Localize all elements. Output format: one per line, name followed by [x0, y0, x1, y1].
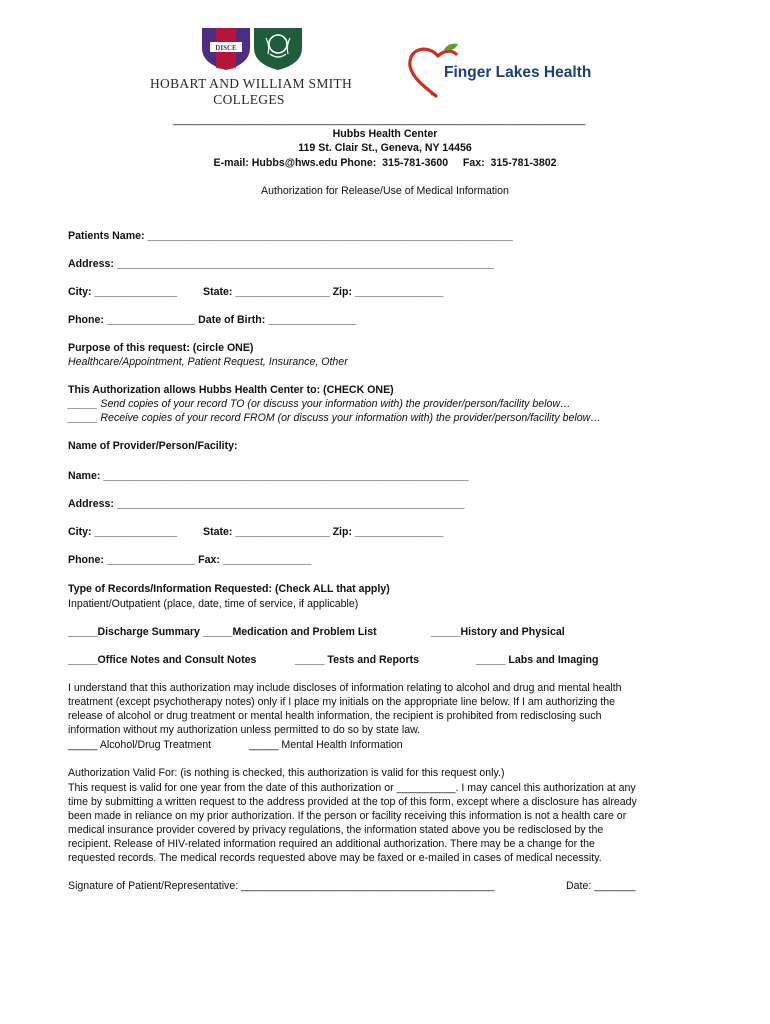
office-notes-option[interactable]: _____Office Notes and Consult Notes	[68, 654, 257, 666]
patient-address-field[interactable]: Address: ________________________________________________________________	[68, 258, 494, 270]
patient-city-field[interactable]: City: ______________	[68, 286, 177, 298]
tests-reports-option[interactable]: _____ Tests and Reports	[295, 654, 420, 666]
authorization-label: This Authorization allows Hubbs Health Center to: (CHECK ONE)	[68, 384, 394, 396]
labs-imaging-option[interactable]: _____ Labs and Imaging	[476, 654, 599, 666]
center-name: Hubbs Health Center	[332, 128, 438, 140]
header-rule: ______________________________________________________________________	[173, 114, 586, 126]
disclosure-line-2: treatment (except psychotherapy notes) only if I place my initials on the appropriate line below. If I am authorizing the	[68, 696, 616, 708]
validity-line-6: recipient. Release of HIV-related information required an additional authorization. There may be a change for the	[68, 838, 595, 850]
provider-address-field[interactable]: Address: ___________________________________________________________	[68, 498, 465, 510]
provider-heading: Name of Provider/Person/Facility:	[68, 440, 238, 452]
provider-phone-fax-field[interactable]: Phone: _______________ Fax: _______________	[68, 554, 312, 566]
receive-records-option[interactable]: _____ Receive copies of your record FROM (or discuss your information with) the provider/person/facility below…	[68, 412, 601, 424]
records-subheading: Inpatient/Outpatient (place, date, time of service, if applicable)	[68, 598, 359, 610]
provider-city-field[interactable]: City: ______________	[68, 526, 177, 538]
svg-text:DISCE: DISCE	[215, 44, 237, 52]
purpose-label: Purpose of this request: (circle ONE)	[68, 342, 254, 354]
discharge-summary-option[interactable]: _____Discharge Summary	[68, 626, 200, 638]
validity-line-1: Authorization Valid For: (is nothing is checked, this authorization is valid for this request only.)	[68, 767, 505, 779]
finger-lakes-health-logo	[404, 40, 604, 100]
hws-name-line1: HOBART AND WILLIAM SMITH	[150, 76, 353, 91]
center-contact: E-mail: Hubbs@hws.edu Phone: 315-781-3600 Fax: 315-781-3802	[213, 157, 557, 169]
center-address: 119 St. Clair St., Geneva, NY 14456	[298, 142, 472, 154]
disclosure-line-3: release of alcohol or drug treatment or mental health information, the recipient is prohibited from redisclosing such	[68, 710, 602, 722]
provider-state-zip-field[interactable]: State: ________________ Zip: _______________	[203, 526, 444, 538]
form-title: Authorization for Release/Use of Medical Information	[261, 185, 509, 197]
records-heading: Type of Records/Information Requested: (Check ALL that apply)	[68, 583, 390, 595]
mental-health-option[interactable]: _____ Mental Health Information	[249, 739, 403, 751]
validity-line-4: been made in reliance on my prior authorization. If the person or facility receiving this information is not a health care or	[68, 810, 627, 822]
patient-phone-dob-field[interactable]: Phone: _______________ Date of Birth: _______________	[68, 314, 357, 326]
validity-line-5: medical insurance provider covered by privacy regulations, the information stated above you be redisclosed by the	[68, 824, 604, 836]
flh-name: Finger Lakes Health	[444, 64, 592, 81]
validity-line-2: This request is valid for one year from the date of this authorization or __________. I may cancel this authorization at any	[68, 782, 636, 794]
send-records-option[interactable]: _____ Send copies of your record TO (or discuss your information with) the provider/person/facility below…	[68, 398, 571, 410]
hws-name-line2: COLLEGES	[213, 92, 285, 107]
alcohol-drug-option[interactable]: _____ Alcohol/Drug Treatment	[68, 739, 212, 751]
medication-problem-list-option[interactable]: _____Medication and Problem List	[203, 626, 377, 638]
signature-date-field[interactable]: Date: _______	[566, 880, 636, 892]
flh-trademark: TM	[430, 92, 436, 97]
hws-logo	[150, 24, 353, 108]
disclosure-line-4: information without my authorization unless permitted to do so by state law.	[68, 724, 421, 736]
disclosure-line-1: I understand that this authorization may include discloses of information relating to alcohol and drug and mental health	[68, 682, 622, 694]
signature-field[interactable]: Signature of Patient/Representative: ___________________________________________	[68, 880, 495, 892]
purpose-options[interactable]: Healthcare/Appointment, Patient Request, Insurance, Other	[68, 356, 348, 368]
validity-line-7: requested records. The medical records requested above may be faxed or e-mailed in cases of medical necessity.	[68, 852, 602, 864]
hws-shield-icon	[198, 24, 308, 70]
patient-state-zip-field[interactable]: State: ________________ Zip: _______________	[203, 286, 444, 298]
history-physical-option[interactable]: _____History and Physical	[431, 626, 565, 638]
provider-name-field[interactable]: Name: ______________________________________________________________	[68, 470, 469, 482]
patient-name-field[interactable]: Patients Name: ______________________________________________________________	[68, 230, 513, 242]
validity-line-3: time by submitting a written request to the address provided at the top of this form, except where a disclosure has already	[68, 796, 637, 808]
